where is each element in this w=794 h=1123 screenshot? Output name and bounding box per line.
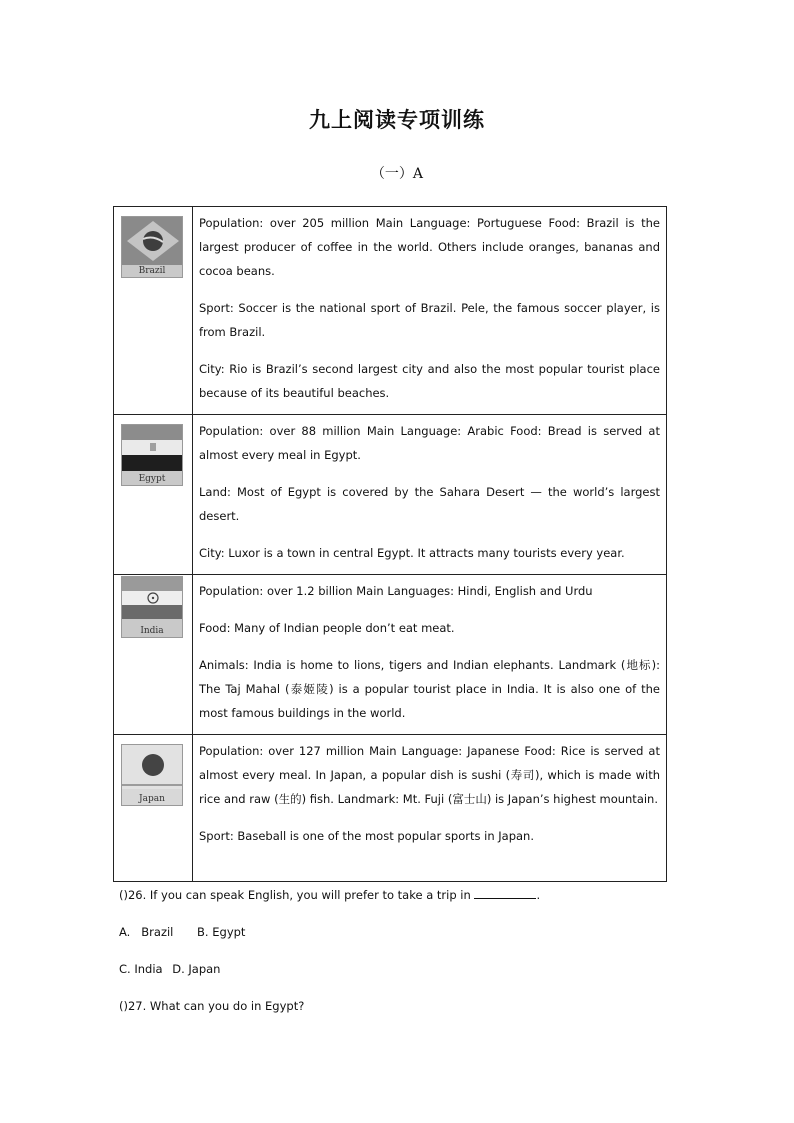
flag-cell (114, 415, 193, 575)
question-stem: ()26. If you can speak English, you will prefer to take a trip in (119, 888, 471, 902)
flag-label: India (140, 626, 164, 636)
flag-cell (114, 207, 193, 415)
paragraph: Population: over 88 million Main Language: Arabic Food: Bread is served at almost every meal in Egypt. (199, 424, 660, 462)
paragraph: Sport: Soccer is the national sport of Brazil. Pele, the famous soccer player, is from Brazil. (199, 301, 660, 339)
flag-cell (114, 575, 193, 735)
option-a[interactable]: A. Brazil (119, 925, 174, 939)
japan-flag-image (121, 744, 183, 806)
table-row (114, 735, 667, 882)
paragraph: Sport: Baseball is one of the most popular sports in Japan. (199, 829, 534, 843)
country-text-cell (193, 207, 667, 415)
flag-label: Japan (139, 794, 165, 804)
flag-label: Egypt (138, 474, 166, 484)
table-row (114, 415, 667, 575)
question-27: ()27. What can you do in Egypt? (119, 999, 305, 1013)
options-row (119, 920, 679, 944)
option-c[interactable]: C. India (119, 962, 163, 976)
paragraph: Population: over 1.2 billion Main Languages: Hindi, English and Urdu (199, 584, 593, 598)
question-end: . (536, 888, 541, 902)
paragraph: Land: Most of Egypt is covered by the Sahara Desert — the world’s largest desert. (199, 485, 660, 523)
flag-cell (114, 735, 193, 882)
paragraph: Population: over 127 million Main Language: Japanese Food: Rice is served at almost every meal. In Japan, a popular dish is sushi (寿司), which is made with rice and raw (生的) fish. Landmark: Mt. Fuji (富士山) is Japan’s highest mountain. (199, 744, 660, 806)
flag-label: Brazil (138, 266, 166, 276)
questions-section (119, 883, 679, 1018)
paragraph: City: Luxor is a town in central Egypt. It attracts many tourists every year. (199, 546, 625, 560)
egypt-flag-image (121, 424, 183, 486)
page-title: 九上阅读专项训练 (309, 107, 485, 132)
india-flag-image (121, 576, 183, 638)
country-text-cell (193, 575, 667, 735)
answer-blank[interactable] (474, 886, 536, 899)
brazil-flag-image (121, 216, 183, 278)
option-b[interactable]: B. Egypt (197, 925, 246, 939)
question-26 (119, 883, 679, 907)
paragraph: Food: Many of Indian people don’t eat meat. (199, 621, 455, 635)
options-row (119, 957, 679, 981)
paragraph: Population: over 205 million Main Language: Portuguese Food: Brazil is the largest producer of coffee in the world. Others include oranges, bananas and cocoa beans. (199, 216, 660, 278)
country-text-cell (193, 735, 667, 882)
table-row (114, 575, 667, 735)
section-subtitle: （一）A (370, 166, 424, 182)
option-d[interactable]: D. Japan (172, 962, 221, 976)
table-row (114, 207, 667, 415)
country-text-cell (193, 415, 667, 575)
countries-table (113, 206, 667, 882)
paragraph: Animals: India is home to lions, tigers and Indian elephants. Landmark (地标): The Taj Mahal (泰姬陵) is a popular tourist place in India. It is also one of the most famous buildings in the world. (199, 658, 660, 720)
paragraph: City: Rio is Brazil’s second largest city and also the most popular tourist place because of its beautiful beaches. (199, 362, 660, 400)
